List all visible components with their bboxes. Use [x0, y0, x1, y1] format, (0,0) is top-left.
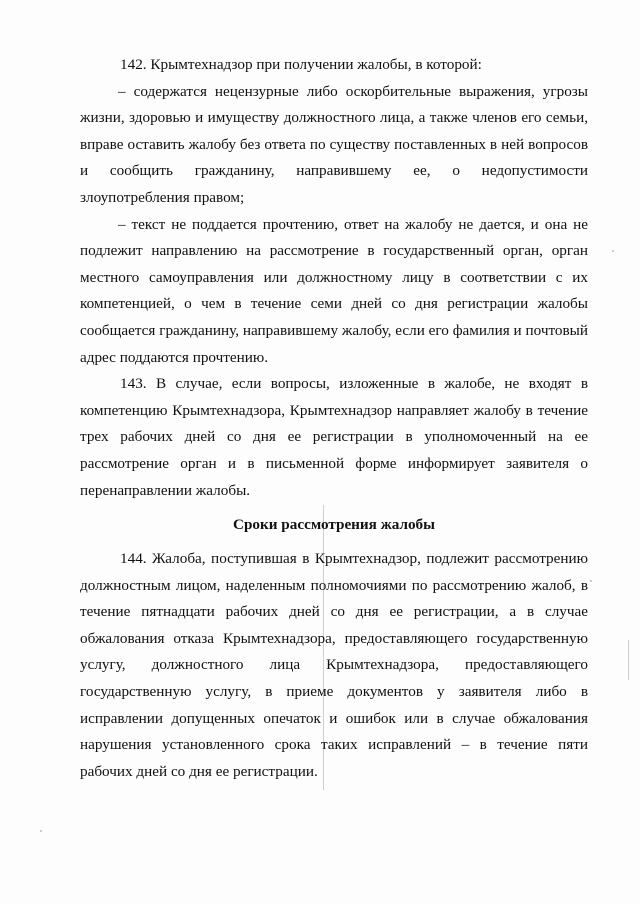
section-142 — [80, 52, 588, 504]
paragraph-142-item-2: – текст не поддается прочтению, ответ на жалобу не дается, и она не подлежит направлению на рассмотрение в государственный орган, орган местного самоуправления или должностному лицу в соответствии с их компетенцией, о чем в течение семи дней со дня регистрации жалобы сообщается гражданину, направившему жалобу, если его фамилия и почтовый адрес поддаются прочтению. — [80, 215, 588, 366]
section-144 — [80, 546, 588, 785]
section-heading: Сроки рассмотрения жалобы — [232, 516, 436, 533]
scan-artifact-speck — [40, 830, 42, 832]
scan-artifact-speck — [590, 580, 592, 582]
paragraph-144: 144. Жалоба, поступившая в Крымтехнадзор, подлежит рассмотрению должностным лицом, наделенным полномочиями по рассмотрению жалоб, в течение пятнадцати рабочих дней со дня ее регистрации, а в случае обжалования отказа Крымтехнадзора, предоставляющего государственную услугу, должностного лица Крымтехнадзора, предоставляющего государственную услугу, в приеме документов у заявителя либо в исправлении допущенных опечаток и ошибок или в случае обжалования нарушения установленного срока таких исправлений – в течение пяти рабочих дней со дня ее регистрации. — [80, 550, 588, 780]
scan-artifact-line — [628, 640, 629, 680]
scan-artifact-line — [323, 505, 324, 790]
paragraph-143: 143. В случае, если вопросы, изложенные в жалобе, не входят в компетенцию Крымтехнадзора, Крымтехнадзор направляет жалобу в течение трех рабочих дней со дня ее регистрации в уполномоченный на ее рассмотрение орган и в письменной форме информирует заявителя о перенаправлении жалобы. — [80, 375, 588, 499]
paragraph-142-item-1: – содержатся нецензурные либо оскорбительные выражения, угрозы жизни, здоровью и имуществу должностного лица, а также членов его семьи, вправе оставить жалобу без ответа по существу поставленных в ней вопросов и сообщить гражданину, направившему ее, о недопустимости злоупотребления правом; — [80, 82, 588, 206]
scan-artifact-speck — [612, 250, 614, 252]
paragraph-142-intro: 142. Крымтехнадзор при получении жалобы, в которой: — [120, 56, 482, 73]
